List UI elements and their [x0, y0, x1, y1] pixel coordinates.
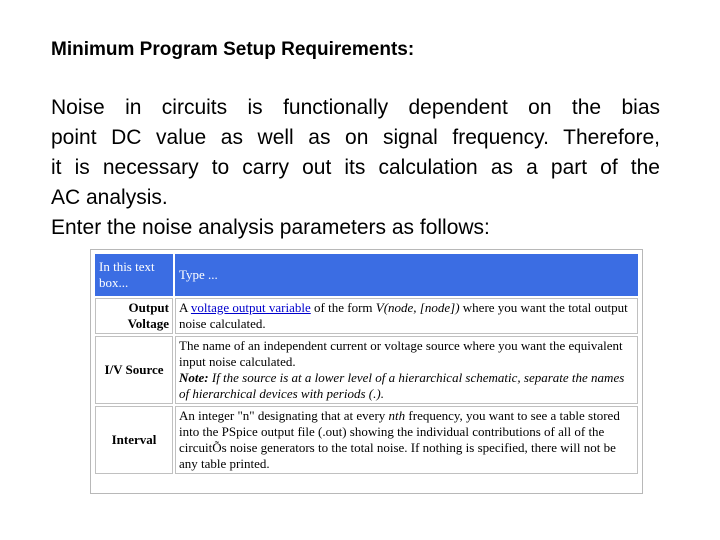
instruction-line: Enter the noise analysis parameters as follows:: [51, 216, 490, 239]
paragraph-line: point DC value as well as on signal frequency. Therefore,: [51, 126, 660, 149]
form-expression: V(node, [node]): [375, 300, 460, 315]
row-desc-interval: [175, 406, 638, 474]
table-row: [95, 336, 638, 404]
note-text: If the source is at a lower level of a hierarchical schematic, separate the names of hierarchical devices with periods (.).: [179, 370, 625, 401]
desc-text: The name of an independent current or voltage source where you want the equivalent input noise calculated.: [179, 338, 623, 369]
desc-text: A: [179, 300, 191, 315]
row-desc-iv-source: [175, 336, 638, 404]
table-header-row: [95, 254, 638, 296]
noise-parameters-table: [90, 249, 643, 494]
header-textbox-column: In this text box...: [95, 254, 173, 296]
desc-text: An integer "n" designating that at every: [179, 408, 389, 423]
paragraph-line: AC analysis.: [51, 186, 168, 209]
table-row: [95, 298, 638, 334]
voltage-output-variable-link[interactable]: voltage output variable: [190, 300, 311, 315]
parameters-table-grid: [93, 252, 640, 476]
desc-text: frequency, you want to see a table stored into the PSpice output file (.out) showing the individual contributions of all of the circuitÕs noise generators to the total noise. If nothing is specified, there will not be any table printed.: [179, 408, 620, 471]
note-label: Note:: [179, 370, 209, 385]
row-label-output-voltage: Output Voltage: [95, 298, 173, 334]
nth-emphasis: nth: [388, 408, 406, 423]
row-label-interval: Interval: [95, 406, 173, 474]
row-label-iv-source: I/V Source: [95, 336, 173, 404]
header-type-column: Type ...: [175, 254, 638, 296]
paragraph-line: Noise in circuits is functionally dependent on the bias: [51, 96, 660, 119]
row-desc-output-voltage: [175, 298, 638, 334]
paragraph-line: it is necessary to carry out its calculation as a part of the: [51, 156, 660, 179]
desc-text: of the form: [310, 300, 376, 315]
intro-paragraph: [51, 93, 660, 243]
desc-text: where you want the total output noise calculated.: [179, 300, 628, 331]
page-title: Minimum Program Setup Requirements:: [51, 39, 415, 60]
table-row: [95, 406, 638, 474]
